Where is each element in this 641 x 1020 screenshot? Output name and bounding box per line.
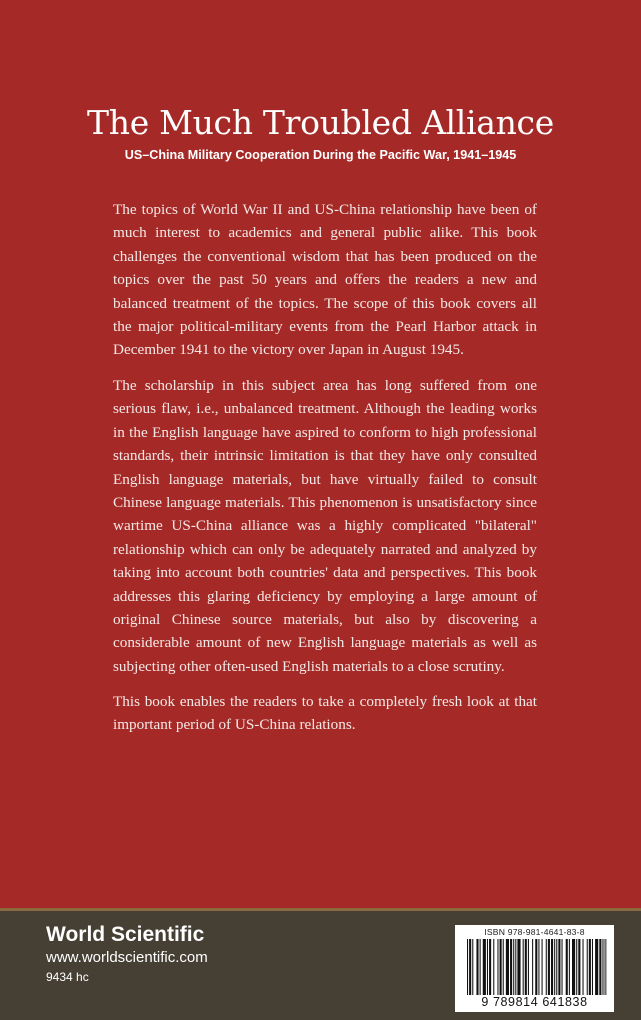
barcode-bar <box>503 939 504 995</box>
publisher-name: World Scientific <box>46 923 205 946</box>
barcode-bar <box>510 939 512 995</box>
barcode-bar <box>595 939 598 995</box>
barcode-bar <box>515 939 516 995</box>
barcode-bar <box>483 939 486 995</box>
barcode-bar <box>513 939 514 995</box>
barcode-bar <box>602 939 603 995</box>
barcode-bar <box>556 939 557 995</box>
publisher-website: www.worldscientific.com <box>46 949 208 966</box>
barcode-bar <box>528 939 529 995</box>
barcode-bar <box>469 939 471 995</box>
blurb-paragraph-3: This book enables the readers to take a completely fresh look at that important period of US-China relations. <box>113 693 537 734</box>
barcode-bar <box>558 939 560 995</box>
barcode-bar <box>487 939 488 995</box>
barcode-digits: 9 789814 641838 <box>481 995 588 1009</box>
barcode-bar <box>467 939 468 995</box>
barcode-bar <box>578 939 580 995</box>
blurb-paragraph-1: The topics of World War II and US-China relationship have been of much interest to academics and general public alike. This book challenges the conventional wisdom that has been produced on the topics over the past 50 years and offers the readers a new and balanced treatment of the topics. The scope of this book covers all the major political-military events from the Pearl Harbor attack in December 1941 to the victory over Japan in August 1945. <box>113 201 537 359</box>
barcode-bar <box>506 939 509 995</box>
product-code: 9434 hc <box>46 970 89 984</box>
barcode-bar <box>576 939 577 995</box>
barcode-bar <box>517 939 520 995</box>
blurb-paragraph-2: The scholarship in this subject area has long suffered from one serious flaw, i.e., unbalanced treatment. Although the leading works in the English language have aspired to conform to high professional standards, their intrinsic limitation is that they have only consulted English language materials, but have virtually failed to consult Chinese language materials. This phenomenon is unsatisfactory since wartime US-China alliance was a highly complicated "bilateral" relationship which can only be adequately narrated and analyzed by taking into account both countries' data and perspectives. This book addresses this glaring deficiency by employing a large amount of original Chinese source materials, but also by discovering a considerable amount of new English language materials as well as subjecting other often-used English materials to a close scrutiny. <box>113 377 537 675</box>
barcode-bar <box>542 939 543 995</box>
barcode-bar <box>538 939 539 995</box>
barcode-bar <box>497 939 498 995</box>
barcode-bar <box>532 939 533 995</box>
barcode-bar <box>546 939 547 995</box>
barcode-bar <box>587 939 588 995</box>
barcode-bar <box>535 939 537 995</box>
barcode-bar <box>472 939 473 995</box>
book-title: The Much Troubled Alliance <box>87 103 554 142</box>
barcode-bar <box>566 939 568 995</box>
barcode-bar <box>554 939 555 995</box>
barcode-bar <box>500 939 502 995</box>
barcode-bar <box>476 939 478 995</box>
barcode-bar <box>583 939 584 995</box>
barcode-bar <box>569 939 570 995</box>
barcode-bar <box>572 939 575 995</box>
barcode-bar <box>562 939 563 995</box>
isbn-label: ISBN 978-981-4641-83-8 <box>484 927 585 937</box>
isbn-barcode <box>455 925 614 1012</box>
barcode-bar <box>551 939 553 995</box>
barcode-bar <box>589 939 591 995</box>
barcode-bar <box>592 939 593 995</box>
barcode-bar <box>480 939 481 995</box>
book-subtitle: US–China Military Cooperation During the Pacific War, 1941–1945 <box>124 148 517 162</box>
barcode-bars <box>467 939 607 995</box>
barcode-bar <box>605 939 606 995</box>
barcode-bar <box>525 939 527 995</box>
barcode-bar <box>548 939 550 995</box>
barcode-bar <box>599 939 601 995</box>
barcode-bar <box>523 939 524 995</box>
barcode-bar <box>493 939 494 995</box>
barcode-bar <box>489 939 491 995</box>
